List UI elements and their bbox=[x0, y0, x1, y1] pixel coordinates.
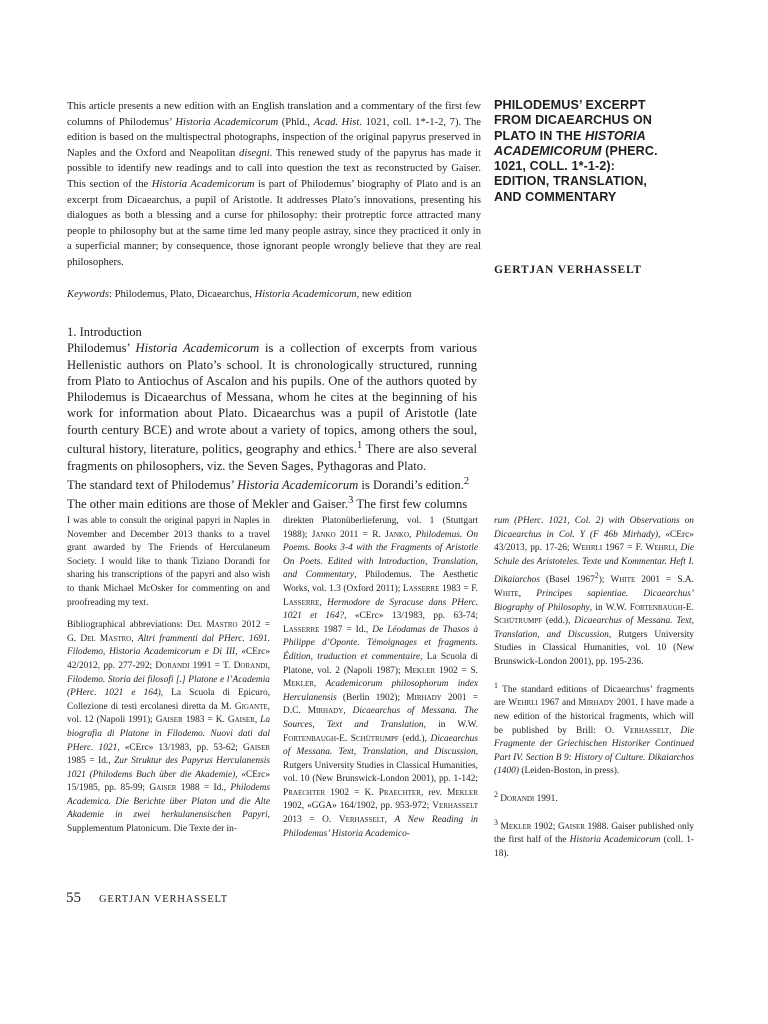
biblio-text: , bbox=[319, 597, 322, 608]
biblio-author: Lasserre bbox=[402, 583, 440, 594]
biblio-text: , Rutgers University Studies in Classical Humanities, vol. 10 (New Brunswick-London 2001), pp. 1-142; bbox=[283, 747, 478, 785]
bibliography-note-end bbox=[494, 515, 694, 670]
body-text: is Dorandi’s edition. bbox=[361, 478, 464, 493]
biblio-title: Academicorum philosophorum index Herculanensis bbox=[283, 679, 478, 703]
biblio-author: Mekler bbox=[500, 821, 532, 832]
bibliography-note-continued bbox=[283, 515, 478, 841]
abstract-text: . This renewed study of the papyrus has made it possible to identify new readings and to call into question the text as reconstructed by Gaiser. This section of the bbox=[67, 147, 481, 190]
biblio-author: Mirhady bbox=[578, 698, 614, 709]
biblio-title: Philodems Academica. Die Berichte über Platon und die Alte Akademie in zwei herkulanensischen Papyri bbox=[67, 783, 271, 821]
biblio-text: , La Scuola di Platone, vol. 2 (Napoli 1987); bbox=[283, 651, 479, 676]
biblio-text: 2011 = R. bbox=[339, 529, 381, 540]
biblio-author: Gaiser bbox=[243, 742, 271, 753]
footnote-ref: 3 bbox=[348, 495, 354, 507]
body-text: The standard text of Philodemus’ bbox=[67, 478, 234, 493]
body-text: There are also several fragments on philosophers, viz. the Seven Sages, Pythagoras and Plato. bbox=[67, 442, 477, 473]
body-text: Philodemus’ bbox=[67, 341, 130, 356]
body-italic: Historia Academicorum bbox=[237, 478, 359, 493]
biblio-text: , in W.W. bbox=[423, 719, 478, 730]
biblio-title: Zur Struktur des Papyrus Herculanensis 1021 (Philodems Buch über die Akademie) bbox=[67, 756, 270, 780]
keywords-text: : Philodemus, Plato, Dicaearchus, bbox=[108, 289, 252, 300]
keywords bbox=[67, 287, 481, 302]
biblio-author: Fortenbaugh-E. Schütrumpf bbox=[283, 733, 399, 744]
biblio-author: Gaiser bbox=[155, 715, 183, 726]
title-italic: HISTORIA ACADEMICORUM bbox=[494, 128, 646, 158]
biblio-title: Die Fragmente der Griechischen Historiker Continued Part IV. Section B 9: History of Culture. Dikaiarchos (1400) bbox=[494, 725, 695, 777]
footnote-ref: 1 bbox=[356, 440, 363, 452]
biblio-title: Altri frammenti dal PHerc. 1691. Filodemo, Historia Academicorum e Di III bbox=[67, 633, 271, 658]
footnote-text: 2001. I have made a new edition of the historical fragments, which will be published by Brill: O. bbox=[494, 698, 695, 736]
edition-superscript: 2 bbox=[594, 571, 599, 581]
biblio-text: , Philodemus. The Aesthetic Works, vol. 1.3 (Oxford 2011); bbox=[283, 570, 478, 594]
biblio-text: , bbox=[254, 715, 258, 726]
keywords-italic: Historia Academicorum bbox=[254, 289, 357, 300]
biblio-text: , «CErc» 13/1983, pp. 63-74; bbox=[344, 611, 478, 622]
author-name: GERTJAN VERHASSELT bbox=[494, 264, 642, 276]
biblio-author: Gaiser bbox=[227, 715, 255, 726]
biblio-author: Wehrli bbox=[572, 543, 603, 554]
biblio-text: , bbox=[131, 633, 134, 644]
biblio-text: , «CErc» 13/1983, pp. 53-62; bbox=[117, 742, 238, 753]
biblio-author: Dorandi bbox=[155, 660, 190, 671]
biblio-text: 1902 = K. bbox=[330, 787, 374, 798]
biblio-text: 1985 = Id., bbox=[67, 756, 111, 767]
biblio-text: (edd.), bbox=[402, 733, 427, 744]
running-head: GERTJAN VERHASSELT bbox=[99, 894, 228, 905]
footnote-text: 1902; bbox=[534, 821, 556, 832]
biblio-text: 2013 = O. bbox=[283, 815, 332, 826]
biblio-author: Verhasselt bbox=[432, 801, 478, 812]
biblio-text: 1902 = S. bbox=[438, 665, 479, 676]
biblio-author: Mirhady bbox=[307, 706, 344, 717]
biblio-text: , bbox=[343, 706, 346, 717]
biblio-author: Mekler bbox=[283, 679, 314, 690]
biblio-text: , bbox=[313, 679, 317, 690]
biblio-title: De Léodamas de Thasos à Philippe d’Oponte. Témoignages et fragments. Édition, traduction et commentaire bbox=[283, 624, 479, 662]
biblio-title: La biografia di Platone in Filodemo. Nuovi dati dal PHerc. 1021 bbox=[67, 715, 271, 753]
footnote-number: 1 bbox=[494, 680, 498, 690]
biblio-author: Mirhady bbox=[406, 692, 442, 703]
biblio-text: 1991 = T. bbox=[192, 660, 231, 671]
footnote-column-2 bbox=[283, 515, 478, 841]
biblio-author: Verhasselt bbox=[623, 725, 669, 736]
biblio-text: Bibliographical abbreviations: bbox=[67, 620, 183, 631]
biblio-text: , bbox=[384, 815, 387, 826]
biblio-text: , bbox=[409, 529, 412, 540]
biblio-title: Die Schule des Aristoteles. Texte und Kommentar. Heft I. Dikaiarchos bbox=[494, 543, 695, 586]
abstract-text: is part of Philodemus’ biography of Plato and is an excerpt from Dicaearchus, a pupil of Aristotle. It addresses Plato’s innovations, presenting his dialogues as both a blessing and a curse for philosophy: their protreptic force attracted many people to philosophy but at the same time led many people astray, since they practiced it only in a superficial manner; by consequence, those ignorant people wrongly believe that they are real philosophers. bbox=[67, 178, 481, 268]
biblio-text: , Supplementum Platonicum. Die Texte der in- bbox=[67, 810, 270, 835]
abstract-text: This article presents a new edition with an English translation and a commentary of the first few columns of Philodemus’ bbox=[67, 101, 481, 128]
biblio-text: , vol. 12 (Napoli 1991); bbox=[67, 701, 270, 726]
biblio-title: Hermodore de Syracuse dans PHerc. 1021 et 164? bbox=[283, 597, 478, 622]
biblio-text: (Berlin 1902); bbox=[342, 692, 401, 703]
abstract-italic: Historia Academicorum bbox=[151, 178, 255, 190]
acknowledgement-note: I was able to consult the original papyri in Naples in November and December 2013 thanks to a travel grant awarded by The Friends of Herculaneum Society. I would like to thank Tiziano Dorandi for sharing his transcriptions of the papyri and also wish to thank Michael McOsker for commenting on and proofreading my text. bbox=[67, 516, 270, 608]
biblio-author: White bbox=[610, 575, 636, 586]
footnote-text: 1967 and bbox=[540, 698, 576, 709]
biblio-title: Principes sapientiae. Dicaearchus’ Biography of Philosophy bbox=[494, 589, 694, 613]
biblio-text: 1967 = F. bbox=[605, 543, 643, 554]
biblio-text: 2001 = S.A. bbox=[641, 575, 695, 586]
biblio-text: , La Scuola di Epicuro, Collezione di testi ercolanesi diretta da M. bbox=[67, 688, 270, 712]
footnote-text: (Leiden-Boston, in press). bbox=[521, 766, 620, 777]
biblio-text: 1987 = Id., bbox=[323, 624, 369, 635]
footnote-2 bbox=[494, 788, 694, 807]
keywords-label: Keywords bbox=[67, 289, 109, 300]
abstract-italic: disegni bbox=[239, 147, 270, 159]
footnote-text: (coll. 1-18). bbox=[494, 835, 695, 859]
biblio-title: Dicaearchus of Messana. The Sources, Text and Translation bbox=[283, 706, 479, 730]
biblio-author: Mekler bbox=[447, 787, 478, 798]
body-text: is a collection of excerpts from various Hellenistic authors on Plato’s school. It is chronologically structured, running from Plato to Antiochus of Ascalon and his pupils. One of the authors quoted by Philodemus is Dicaearchus of Messana, whom he cites at the beginning of his work for information about Plato. Dicaearchus was a pupil of Aristotle (late fourth century BCE) and wrote about a variety of topics, among others the soul, cultural history, literature, politics, geography and ethics. bbox=[67, 341, 477, 457]
biblio-author: Gigante bbox=[234, 701, 268, 712]
footnote-number: 3 bbox=[494, 817, 498, 827]
footnote-3 bbox=[494, 816, 694, 862]
biblio-author: Wehrli bbox=[508, 698, 538, 709]
biblio-author: Lasserre bbox=[283, 597, 320, 608]
keywords-text: , new edition bbox=[356, 289, 412, 300]
introduction-section bbox=[67, 324, 477, 513]
body-italic: Historia Academicorum bbox=[135, 341, 260, 356]
footnote-text: , bbox=[669, 725, 672, 736]
biblio-author: Lasserre bbox=[283, 624, 320, 635]
biblio-author: Praechter bbox=[378, 787, 421, 798]
biblio-author: Gaiser bbox=[557, 821, 585, 832]
biblio-text: 1902, «GGA» 164/1902, pp. 953-972; bbox=[283, 801, 430, 812]
biblio-author: Dorandi bbox=[500, 794, 535, 805]
biblio-text: 1988 = Id., bbox=[180, 783, 227, 794]
biblio-text: , bbox=[675, 543, 678, 554]
biblio-author: Praechter bbox=[283, 787, 326, 798]
biblio-author: White bbox=[494, 589, 519, 600]
biblio-author: Verhasselt bbox=[338, 815, 385, 826]
footnote-text: 1988. Gaiser published only the first half of the bbox=[494, 821, 695, 846]
section-heading: 1. Introduction bbox=[67, 325, 142, 339]
article-title bbox=[494, 98, 664, 205]
footnote-text: The standard editions of Dicaearchus’ fragments are bbox=[494, 684, 694, 709]
biblio-text: direkten Platonüberlieferung, vol. 1 (Stuttgart 1988); bbox=[283, 516, 478, 540]
page-number: 55 bbox=[66, 890, 81, 906]
biblio-title: Philodemus. On Poems. Books 3-4 with the Fragments of Aristotle On Poets. Edited with Introduction, Translation, and Commentary bbox=[283, 529, 479, 581]
title-text: PHILODEMUS’ EXCERPT FROM DICAEARCHUS ON PLATO IN THE bbox=[494, 98, 652, 143]
biblio-title: Dicaearchus of Messana. Text, Translation, and Discussion bbox=[283, 733, 479, 758]
biblio-author: Janko bbox=[385, 529, 409, 540]
biblio-author: Del Mastro bbox=[80, 633, 132, 644]
biblio-author: Janko bbox=[311, 529, 336, 540]
body-text: The other main editions are those of Mekler and Gaiser. bbox=[67, 497, 349, 512]
footnote-column-3 bbox=[494, 515, 694, 862]
footnote-number: 2 bbox=[494, 789, 498, 799]
bibliography-note bbox=[67, 619, 270, 837]
biblio-text: , «CErc» 42/2012, pp. 277-292; bbox=[67, 647, 271, 671]
biblio-title: Dicaearchus of Messana. Text, Translation, and Discussion bbox=[494, 616, 694, 640]
biblio-text: , Rutgers University Studies in Classical Humanities, vol. 10 (New Brunswick-London 2001), pp. 195-236. bbox=[494, 629, 694, 668]
biblio-author: Dorandi bbox=[233, 660, 268, 671]
biblio-author: Wehrli bbox=[645, 543, 675, 554]
abstract-italic: Historia Academicorum bbox=[175, 116, 279, 128]
biblio-title: Historia Academicorum bbox=[569, 835, 661, 846]
biblio-text: (Basel 1967 bbox=[546, 575, 595, 586]
footnote-text: 1991. bbox=[536, 794, 558, 805]
biblio-text: 1983 = K. bbox=[185, 715, 225, 726]
biblio-text: , in W.W. bbox=[589, 602, 627, 613]
biblio-text: ); bbox=[598, 575, 605, 586]
biblio-title: rum (PHerc. 1021, Col. 2) with Observations on Dicaearchus in Col. Y (F 46b Mirhady) bbox=[494, 516, 694, 540]
biblio-text: 2001 = D.C. bbox=[283, 692, 478, 717]
biblio-author: Del Mastro bbox=[186, 620, 238, 631]
title-text: (PHERC. 1021, COLL. 1*-1-2): EDITION, TRANSLATION, AND COMMENTARY bbox=[494, 143, 658, 204]
abstract bbox=[67, 99, 481, 271]
biblio-author: Mekler bbox=[404, 665, 436, 676]
abstract-text: 1021, coll. 1*-1-2, 7). The edition is based on the multispectral photographs, inspection of the original papyrus preserved in Naples and the Oxford and Neapolitan bbox=[67, 116, 482, 159]
footnote-column-1 bbox=[67, 515, 270, 837]
biblio-author: Fortenbaugh-E. Schütrumpf bbox=[494, 602, 694, 627]
abstract-text: (Phld., bbox=[281, 116, 311, 128]
abstract-italic: Acad. Hist. bbox=[313, 116, 362, 128]
biblio-text: 2012 = G. bbox=[67, 620, 271, 644]
biblio-text: , rev. bbox=[420, 787, 443, 798]
biblio-text: 1983 = F. bbox=[441, 583, 479, 594]
biblio-text: , «CErc» 43/2013, pp. 17-26; bbox=[494, 529, 694, 554]
biblio-text: , bbox=[267, 660, 270, 671]
body-text: The first few columns bbox=[356, 497, 468, 512]
biblio-text: , «CErc» 15/1985, pp. 85-99; bbox=[67, 769, 271, 794]
footnote-1 bbox=[494, 679, 694, 779]
biblio-author: Gaiser bbox=[149, 783, 177, 794]
biblio-title: Filodemo. Storia dei filosofi [.] Platone e l’Academia (PHerc. 1021 e 164) bbox=[67, 674, 270, 699]
biblio-text: (edd.), bbox=[545, 616, 571, 627]
footnote-ref: 2 bbox=[463, 475, 470, 487]
biblio-text: , bbox=[518, 589, 522, 600]
biblio-title: A New Reading in Philodemus’ Historia Academico- bbox=[283, 815, 478, 839]
